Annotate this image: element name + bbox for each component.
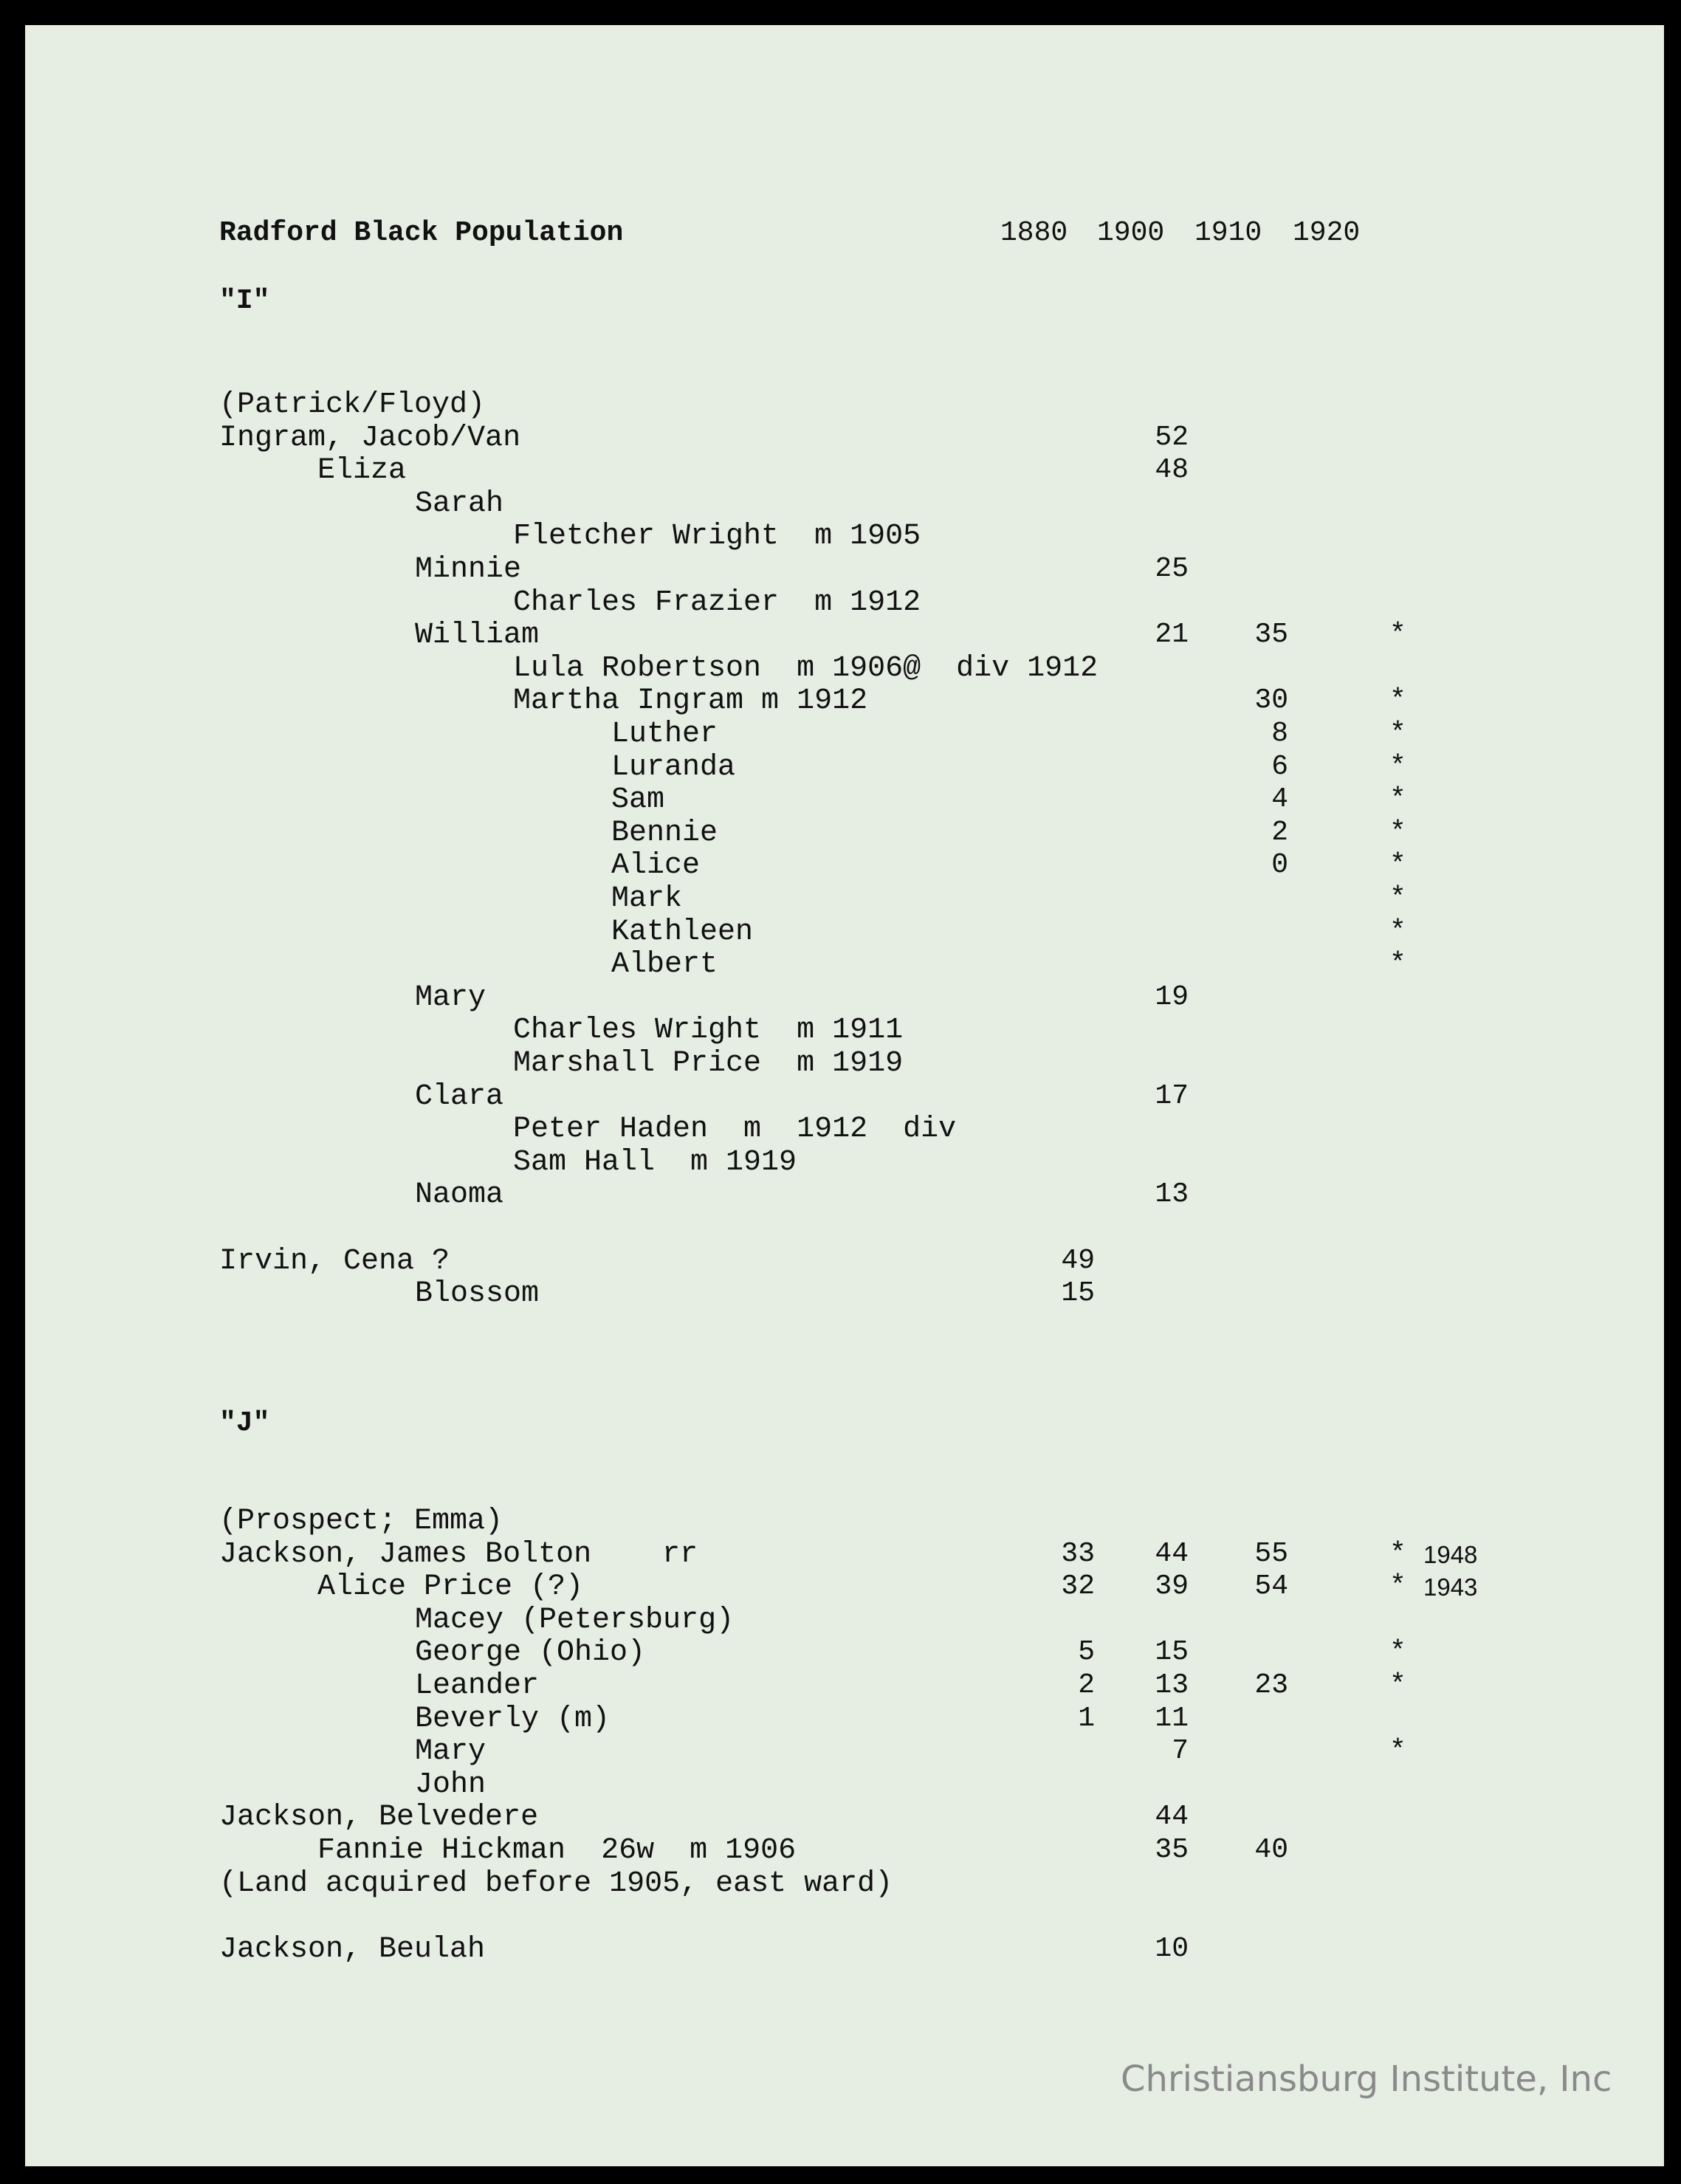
entry-row (0, 652, 1681, 684)
asterisk-mark: * (1389, 1537, 1406, 1570)
census-value-1910: 13 (1155, 1669, 1189, 1701)
entry-row (0, 586, 1681, 619)
entry-name: Eliza (317, 454, 407, 488)
entry-name: Kathleen (611, 915, 754, 949)
document-title: Radford Black Population (219, 217, 624, 249)
entry-row (0, 1636, 1681, 1669)
asterisk-mark: * (1389, 849, 1406, 882)
census-value-1910: 10 (1155, 1932, 1189, 1965)
census-value-1920: 2 (1271, 816, 1288, 848)
asterisk-mark: * (1389, 750, 1406, 783)
entry-row (0, 783, 1681, 816)
asterisk-mark: * (1389, 619, 1406, 651)
census-value-1900: 5 (1078, 1636, 1095, 1669)
census-value-1910: 21 (1155, 619, 1189, 651)
asterisk-mark: * (1389, 684, 1406, 717)
entry-row (0, 1867, 1681, 1900)
entry-name: William (415, 619, 540, 653)
entry-row (0, 981, 1681, 1014)
entry-name: Irvin, Cena ? (219, 1244, 450, 1278)
census-value-1910: 13 (1155, 1178, 1189, 1211)
entry-row (0, 520, 1681, 552)
entry-name: Martha Ingram m 1912 (513, 684, 868, 718)
asterisk-mark: * (1389, 1669, 1406, 1701)
year-header-1880: 1880 (1000, 217, 1068, 249)
entry-row (0, 1570, 1681, 1603)
census-value-1910: 35 (1155, 1834, 1189, 1866)
entry-name: Charles Frazier m 1912 (513, 586, 921, 619)
census-value-1920: 55 (1254, 1537, 1288, 1570)
entry-name: George (Ohio) (415, 1636, 646, 1670)
entry-row (0, 1735, 1681, 1768)
entry-name: Leander (415, 1669, 540, 1703)
entry-name: Sam Hall m 1919 (513, 1145, 797, 1179)
entry-name: Luranda (611, 750, 736, 784)
entry-name: Alice Price (?) (317, 1570, 584, 1604)
asterisk-mark: * (1389, 948, 1406, 981)
entry-name: (Patrick/Floyd) (219, 388, 486, 422)
asterisk-mark: * (1389, 783, 1406, 816)
entry-row (0, 1014, 1681, 1046)
entry-row (0, 1669, 1681, 1702)
census-value-1910: 25 (1155, 553, 1189, 585)
census-value-1900: 49 (1061, 1244, 1095, 1277)
entry-name: Minnie (415, 553, 522, 586)
entry-row (0, 1047, 1681, 1079)
entry-name: Beverly (m) (415, 1702, 611, 1736)
year-header-1900: 1900 (1097, 217, 1165, 249)
entry-name: Mary (415, 981, 487, 1014)
asterisk-mark: * (1389, 1735, 1406, 1768)
section-letter-i: "I" (219, 285, 270, 317)
census-value-1920: 8 (1271, 718, 1288, 749)
asterisk-mark: * (1389, 816, 1406, 848)
entry-row (0, 388, 1681, 421)
entry-name: (Land acquired before 1905, east ward) (219, 1867, 893, 1900)
census-value-1900: 32 (1061, 1570, 1095, 1603)
entry-name: Marshall Price m 1919 (513, 1047, 904, 1080)
census-value-1910: 48 (1155, 454, 1189, 487)
asterisk-mark: * (1389, 882, 1406, 914)
entry-name: Lula Robertson m 1906@ div 1912 (513, 651, 1099, 685)
entry-name: Naoma (415, 1178, 504, 1212)
entry-row (0, 718, 1681, 750)
entry-name: Mark (611, 882, 683, 916)
entry-row (0, 817, 1681, 849)
entry-row (0, 916, 1681, 948)
census-value-1910: 19 (1155, 981, 1189, 1013)
entry-row (0, 1080, 1681, 1113)
year-header-1920: 1920 (1293, 217, 1361, 249)
entry-row (0, 1703, 1681, 1735)
entry-row (0, 1178, 1681, 1211)
entry-name: Sarah (415, 487, 504, 521)
entry-row (0, 1933, 1681, 1965)
census-value-1920: 0 (1271, 849, 1288, 882)
entry-name: Charles Wright m 1911 (513, 1014, 904, 1048)
entry-name: Alice (611, 849, 701, 883)
census-value-1910: 44 (1155, 1801, 1189, 1833)
entry-name: Jackson, Belvedere (219, 1801, 539, 1835)
census-value-1910: 39 (1155, 1570, 1189, 1603)
entry-name: Jackson, Beulah (219, 1932, 486, 1966)
entry-row (0, 849, 1681, 882)
census-value-1910: 11 (1155, 1702, 1189, 1734)
entry-row (0, 1212, 1681, 1244)
entry-row (0, 422, 1681, 454)
entry-row (0, 1900, 1681, 1932)
census-value-1900: 33 (1061, 1537, 1095, 1570)
entry-row (0, 1113, 1681, 1145)
entry-row (0, 487, 1681, 520)
entry-row (0, 1768, 1681, 1801)
entry-name: Macey (Petersburg) (415, 1603, 735, 1637)
entry-name: Bennie (611, 816, 718, 850)
section-letter-j: "J" (219, 1407, 270, 1439)
census-value-1920: 4 (1271, 783, 1288, 816)
entry-name: Mary (415, 1735, 487, 1769)
entry-name: Ingram, Jacob/Van (219, 421, 521, 455)
asterisk-mark: * (1389, 718, 1406, 749)
entry-row (0, 1604, 1681, 1636)
entry-row (0, 1801, 1681, 1833)
census-value-1900: 15 (1061, 1277, 1095, 1310)
census-value-1910: 52 (1155, 421, 1189, 453)
census-value-1910: 17 (1155, 1079, 1189, 1112)
entry-name: Luther (611, 718, 718, 751)
entry-row (0, 1538, 1681, 1570)
entry-row (0, 1834, 1681, 1867)
census-value-1920: 35 (1254, 619, 1288, 651)
entry-name: Peter Haden m 1912 div (513, 1113, 957, 1147)
entry-name: Sam (611, 783, 665, 817)
asterisk-mark: * (1389, 915, 1406, 947)
entry-row (0, 1245, 1681, 1277)
entry-name: Fannie Hickman 26w m 1906 (317, 1834, 797, 1867)
census-value-1920: 23 (1254, 1669, 1288, 1701)
entry-name: Clara (415, 1079, 504, 1113)
entry-row (0, 882, 1681, 915)
entry-name: John (415, 1768, 487, 1802)
census-value-1910: 44 (1155, 1537, 1189, 1570)
entry-name: Jackson, James Bolton rr (219, 1537, 698, 1571)
entry-row (0, 1277, 1681, 1310)
entry-name: Fletcher Wright m 1905 (513, 520, 921, 554)
entry-name: Blossom (415, 1277, 540, 1311)
census-value-1900: 1 (1078, 1702, 1095, 1734)
entry-row (0, 1505, 1681, 1537)
census-value-1920: 54 (1254, 1570, 1288, 1603)
entry-name: (Prospect; Emma) (219, 1505, 503, 1538)
census-value-1900: 2 (1078, 1669, 1095, 1701)
census-value-1920: 30 (1254, 684, 1288, 717)
census-value-1910: 15 (1155, 1636, 1189, 1669)
asterisk-mark: * (1389, 1636, 1406, 1669)
census-value-1920: 6 (1271, 750, 1288, 783)
year-header-1910: 1910 (1194, 217, 1262, 249)
census-value-1910: 7 (1172, 1735, 1189, 1768)
death-year-note: 1943 (1423, 1573, 1478, 1601)
entry-row (0, 948, 1681, 981)
entry-name: Albert (611, 948, 718, 982)
entry-row (0, 684, 1681, 717)
entry-row (0, 619, 1681, 651)
entry-row (0, 553, 1681, 586)
asterisk-mark: * (1389, 1570, 1406, 1603)
entry-row (0, 751, 1681, 783)
watermark: Christiansburg Institute, Inc (1121, 2058, 1612, 2100)
entry-row (0, 1146, 1681, 1178)
death-year-note: 1948 (1423, 1540, 1478, 1568)
entry-row (0, 454, 1681, 487)
census-value-1920: 40 (1254, 1834, 1288, 1866)
